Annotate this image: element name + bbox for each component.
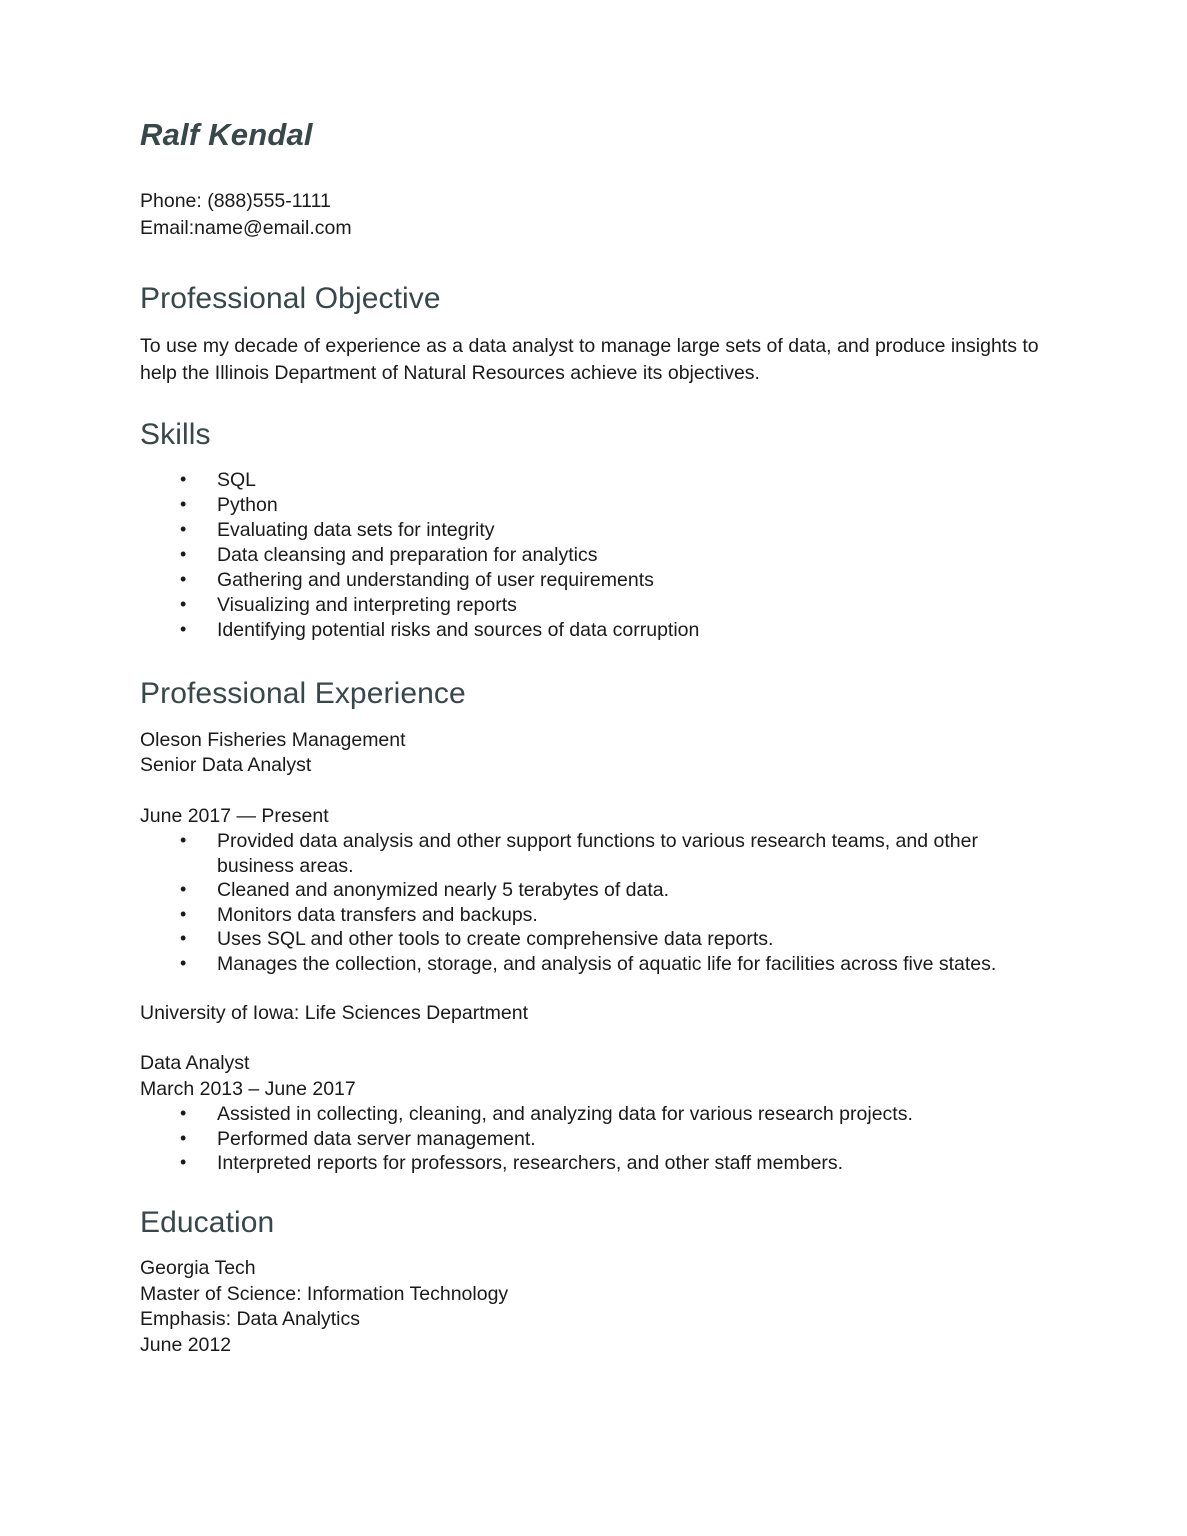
list-item: • SQL [140,468,1047,493]
job-dates: March 2013 – June 2017 [140,1077,356,1100]
job-title: Senior Data Analyst [140,754,312,777]
candidate-name: Ralf Kendal [140,117,313,152]
experience-bullets [140,829,1047,977]
section-professional-experience [140,677,1047,1176]
list-item: • Identifying potential risks and sources of data corruption [140,618,1047,643]
list-item: • Uses SQL and other tools to create comprehensive data reports. [140,927,1047,952]
section-heading-objective: Professional Objective [140,282,441,316]
education-emphasis: Emphasis: Data Analytics [140,1308,361,1331]
spacer [140,977,1047,1001]
employer-name: University of Iowa: Life Sciences Department [140,1001,529,1024]
objective-paragraph: To use my decade of experience as a data analyst to manage large sets of data, and produce insights to help the Illinois Department of Natural Resources achieve its objectives. [140,334,1039,385]
phone-line: Phone: (888)555-1111 [140,190,331,213]
contact-block [140,188,1047,242]
list-item: • Manages the collection, storage, and analysis of aquatic life for facilities across five states. [140,952,1047,977]
section-skills [140,418,1047,644]
list-item: • Performed data server management. [140,1127,1047,1152]
section-professional-objective [140,282,1047,388]
employer-name: Oleson Fisheries Management [140,728,406,751]
list-item: • Provided data analysis and other support functions to various research teams, and other business areas. [140,829,1047,878]
list-item: • Cleaned and anonymized nearly 5 terabytes of data. [140,878,1047,903]
job-dates: June 2017 — Present [140,804,329,827]
list-item: • Python [140,493,1047,518]
email-line: Email:name@email.com [140,217,352,240]
spacer [140,779,1047,804]
section-heading-skills: Skills [140,417,211,451]
section-heading-education: Education [140,1205,275,1239]
experience-entry [140,728,1047,977]
education-degree: Master of Science: Information Technology [140,1282,509,1305]
list-item: • Monitors data transfers and backups. [140,903,1047,928]
education-school: Georgia Tech [140,1257,256,1280]
education-date: June 2012 [140,1333,232,1356]
list-item: • Visualizing and interpreting reports [140,593,1047,618]
experience-entry [140,1001,1047,1176]
list-item: • Assisted in collecting, cleaning, and analyzing data for various research projects. [140,1102,1047,1127]
spacer [140,1026,1047,1051]
skills-list [140,468,1047,643]
experience-bullets [140,1102,1047,1176]
section-education [140,1206,1047,1359]
list-item: • Gathering and understanding of user requirements [140,568,1047,593]
job-title: Data Analyst [140,1052,250,1075]
list-item: • Data cleansing and preparation for analytics [140,543,1047,568]
section-heading-experience: Professional Experience [140,677,466,711]
list-item: • Interpreted reports for professors, researchers, and other staff members. [140,1151,1047,1176]
list-item: • Evaluating data sets for integrity [140,518,1047,543]
